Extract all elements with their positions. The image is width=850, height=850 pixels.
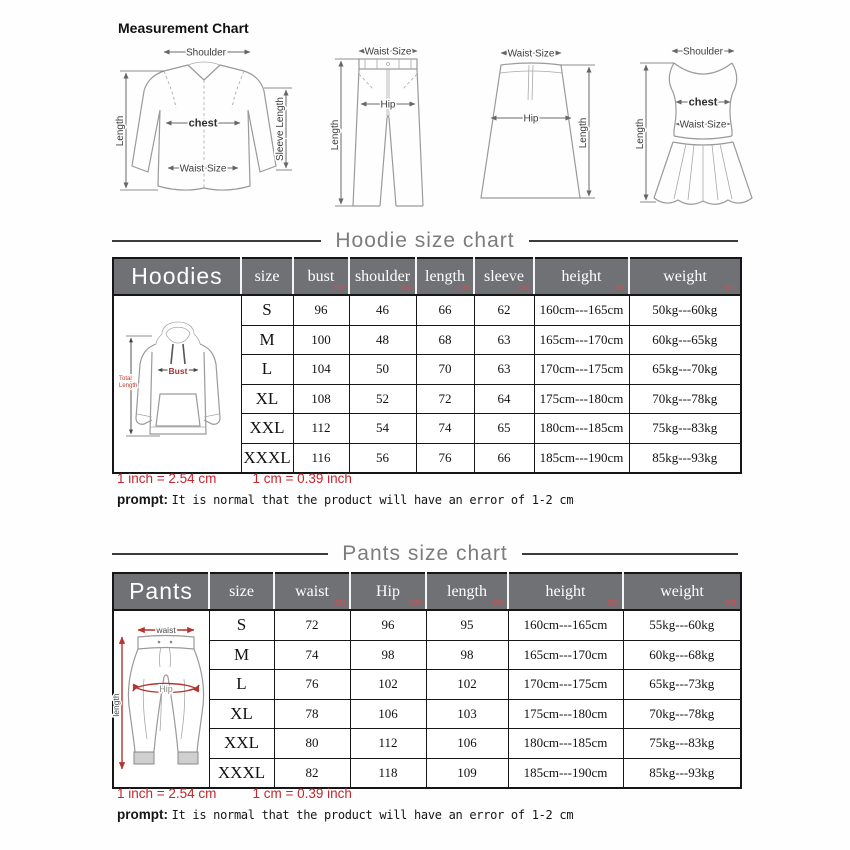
pants-waist-label: Waist Size xyxy=(364,46,412,58)
shirt-diagram-icon xyxy=(110,38,300,212)
size-cell: M xyxy=(209,640,274,670)
skirt-length-label: Length xyxy=(578,117,590,149)
hip-header: Hip CM xyxy=(350,573,426,610)
table-row xyxy=(113,295,741,325)
svg-text:Length: Length xyxy=(119,383,138,389)
bust-cell: 104 xyxy=(293,355,349,385)
height-cell: 175cm---180cm xyxy=(508,699,623,729)
height-cell: 160cm---165cm xyxy=(534,295,629,325)
size-cell: S xyxy=(209,610,274,640)
pants-hip-label: Hip xyxy=(380,99,396,111)
shoulder-cell: 48 xyxy=(349,325,416,355)
sleeve-cell: 66 xyxy=(474,443,534,473)
hip-cell: 118 xyxy=(350,758,426,788)
height-cell: 180cm---185cm xyxy=(508,729,623,759)
hoodie-size-table xyxy=(112,257,742,474)
prompt-note: prompt: It is normal that the product will have an error of 1-2 cm xyxy=(117,807,574,822)
height-cell: 165cm---170cm xyxy=(508,640,623,670)
length-cell: 66 xyxy=(416,295,474,325)
height-cell: 170cm---175cm xyxy=(534,355,629,385)
size-cell: XXXL xyxy=(209,758,274,788)
waist-cell: 82 xyxy=(274,758,350,788)
length-cell: 76 xyxy=(416,443,474,473)
pants-notes xyxy=(117,786,717,822)
height-cell: 185cm---190cm xyxy=(508,758,623,788)
length-cell: 109 xyxy=(426,758,508,788)
dress-shoulder-label: Shoulder xyxy=(682,46,723,58)
dress-waist-label: Waist Size xyxy=(679,119,727,131)
title-rule-right xyxy=(522,553,738,555)
shoulder-cell: 54 xyxy=(349,414,416,444)
prompt-note: prompt: It is normal that the product will have an error of 1-2 cm xyxy=(117,492,574,507)
height-cell: 160cm---165cm xyxy=(508,610,623,640)
shoulder-cell: 56 xyxy=(349,443,416,473)
height-header: height CM xyxy=(508,573,623,610)
hoodie-bust-label: Bust xyxy=(168,366,188,376)
hoodie-title-text: Hoodie size chart xyxy=(335,229,515,252)
pants-product-header: Pants xyxy=(113,573,209,610)
shirt-shoulder-label: Shoulder xyxy=(185,47,227,59)
weight-header: weight KG xyxy=(629,258,741,295)
height-cell: 170cm---175cm xyxy=(508,670,623,700)
unit-cm: CM xyxy=(607,600,618,607)
title-rule-right xyxy=(529,240,738,242)
pants-diagram-icon xyxy=(327,38,435,212)
length-header: length CM xyxy=(426,573,508,610)
weight-cell: 85kg---93kg xyxy=(623,758,741,788)
bust-cell: 100 xyxy=(293,325,349,355)
weight-header: weight KG xyxy=(623,573,741,610)
size-header: size xyxy=(241,258,293,295)
shoulder-cell: 50 xyxy=(349,355,416,385)
waist-header: waist CM xyxy=(274,573,350,610)
unit-cm: CM xyxy=(458,285,469,292)
size-cell: S xyxy=(241,295,293,325)
pants-length-label: Length xyxy=(329,119,341,151)
title-rule-left xyxy=(112,553,328,555)
shoulder-cell: 46 xyxy=(349,295,416,325)
hip-cell: 102 xyxy=(350,670,426,700)
weight-cell: 60kg---65kg xyxy=(629,325,741,355)
pants-size-table xyxy=(112,572,742,789)
dress-chest-label: chest xyxy=(688,96,718,109)
shirt-sleeve-length-label: Sleeve Length xyxy=(275,97,286,161)
length-cell: 72 xyxy=(416,384,474,414)
sleeve-cell: 65 xyxy=(474,414,534,444)
unit-cm: CM xyxy=(613,285,624,292)
hip-cell: 106 xyxy=(350,699,426,729)
pants-header-row xyxy=(113,573,741,610)
height-cell: 180cm---185cm xyxy=(534,414,629,444)
measurement-chart-title: Measurement Chart xyxy=(118,20,249,36)
waist-cell: 72 xyxy=(274,610,350,640)
bust-cell: 116 xyxy=(293,443,349,473)
hoodie-notes xyxy=(117,471,717,507)
weight-cell: 75kg---83kg xyxy=(629,414,741,444)
sleeve-header: sleeve CM xyxy=(474,258,534,295)
hoodie-product-header: Hoodies xyxy=(113,258,241,295)
length-cell: 102 xyxy=(426,670,508,700)
title-rule-left xyxy=(112,240,321,242)
bust-header: bust CM xyxy=(293,258,349,295)
size-cell: XXL xyxy=(241,414,293,444)
hoodie-drawing-icon xyxy=(118,306,236,458)
height-cell: 185cm---190cm xyxy=(534,443,629,473)
height-cell: 175cm---180cm xyxy=(534,384,629,414)
unit-cm: CM xyxy=(400,285,411,292)
unit-cm: CM xyxy=(492,600,503,607)
conversion-note: 1 inch = 2.54 cm 1 cm = 0.39 inch xyxy=(117,786,352,801)
conversion-note: 1 inch = 2.54 cm 1 cm = 0.39 inch xyxy=(117,471,352,486)
size-cell: XL xyxy=(241,384,293,414)
size-header: size xyxy=(209,573,274,610)
weight-cell: 75kg---83kg xyxy=(623,729,741,759)
unit-cm: CM xyxy=(410,600,421,607)
length-cell: 68 xyxy=(416,325,474,355)
bust-cell: 96 xyxy=(293,295,349,325)
length-cell: 98 xyxy=(426,640,508,670)
length-cell: 95 xyxy=(426,610,508,640)
pants-drawing-icon xyxy=(111,619,208,775)
skirt-diagram-icon xyxy=(461,38,599,212)
hip-cell: 98 xyxy=(350,640,426,670)
weight-cell: 55kg---60kg xyxy=(623,610,741,640)
skirt-waist-label: Waist Size xyxy=(507,48,555,60)
skirt-hip-label: Hip xyxy=(523,113,539,125)
hoodie-product-image xyxy=(113,295,241,473)
pants-product-image xyxy=(113,610,209,788)
waist-cell: 74 xyxy=(274,640,350,670)
waist-cell: 78 xyxy=(274,699,350,729)
unit-cm: CM xyxy=(518,285,529,292)
pants-length-label: length xyxy=(111,693,122,717)
weight-cell: 85kg---93kg xyxy=(629,443,741,473)
dress-diagram-icon xyxy=(626,38,754,212)
unit-kg: KG xyxy=(725,600,736,607)
measurement-diagrams xyxy=(110,38,754,214)
hoodie-total-length-label: Total xyxy=(119,376,132,382)
size-cell: XL xyxy=(209,699,274,729)
sleeve-cell: 63 xyxy=(474,325,534,355)
height-header: height CM xyxy=(534,258,629,295)
unit-kg: KG xyxy=(725,285,736,292)
weight-cell: 50kg---60kg xyxy=(629,295,741,325)
shirt-waist-label: Waist Size xyxy=(179,163,227,175)
waist-cell: 80 xyxy=(274,729,350,759)
pants-section-title xyxy=(112,542,738,566)
length-cell: 70 xyxy=(416,355,474,385)
height-cell: 165cm---170cm xyxy=(534,325,629,355)
dress-length-label: Length xyxy=(634,118,646,150)
size-cell: XXXL xyxy=(241,443,293,473)
pants-hip-label: Hip xyxy=(159,684,174,694)
bust-cell: 112 xyxy=(293,414,349,444)
bust-cell: 108 xyxy=(293,384,349,414)
waist-cell: 76 xyxy=(274,670,350,700)
unit-cm: CM xyxy=(333,285,344,292)
sleeve-cell: 63 xyxy=(474,355,534,385)
length-cell: 74 xyxy=(416,414,474,444)
size-cell: XXL xyxy=(209,729,274,759)
sleeve-cell: 62 xyxy=(474,295,534,325)
length-cell: 106 xyxy=(426,729,508,759)
weight-cell: 70kg---78kg xyxy=(629,384,741,414)
size-cell: L xyxy=(241,355,293,385)
size-cell: L xyxy=(209,670,274,700)
table-row xyxy=(113,610,741,640)
pants-title-text: Pants size chart xyxy=(342,542,508,565)
length-header: length CM xyxy=(416,258,474,295)
weight-cell: 65kg---70kg xyxy=(629,355,741,385)
hip-cell: 96 xyxy=(350,610,426,640)
unit-cm: CM xyxy=(334,600,345,607)
length-cell: 103 xyxy=(426,699,508,729)
weight-cell: 60kg---68kg xyxy=(623,640,741,670)
hoodie-header-row xyxy=(113,258,741,295)
shirt-chest-label: chest xyxy=(188,117,218,130)
size-cell: M xyxy=(241,325,293,355)
shoulder-header: shoulder CM xyxy=(349,258,416,295)
shirt-length-label: Length xyxy=(115,115,126,147)
hip-cell: 112 xyxy=(350,729,426,759)
weight-cell: 65kg---73kg xyxy=(623,670,741,700)
sleeve-cell: 64 xyxy=(474,384,534,414)
weight-cell: 70kg---78kg xyxy=(623,699,741,729)
hoodie-section-title xyxy=(112,229,738,253)
pants-waist-label: waist xyxy=(156,625,176,635)
shoulder-cell: 52 xyxy=(349,384,416,414)
